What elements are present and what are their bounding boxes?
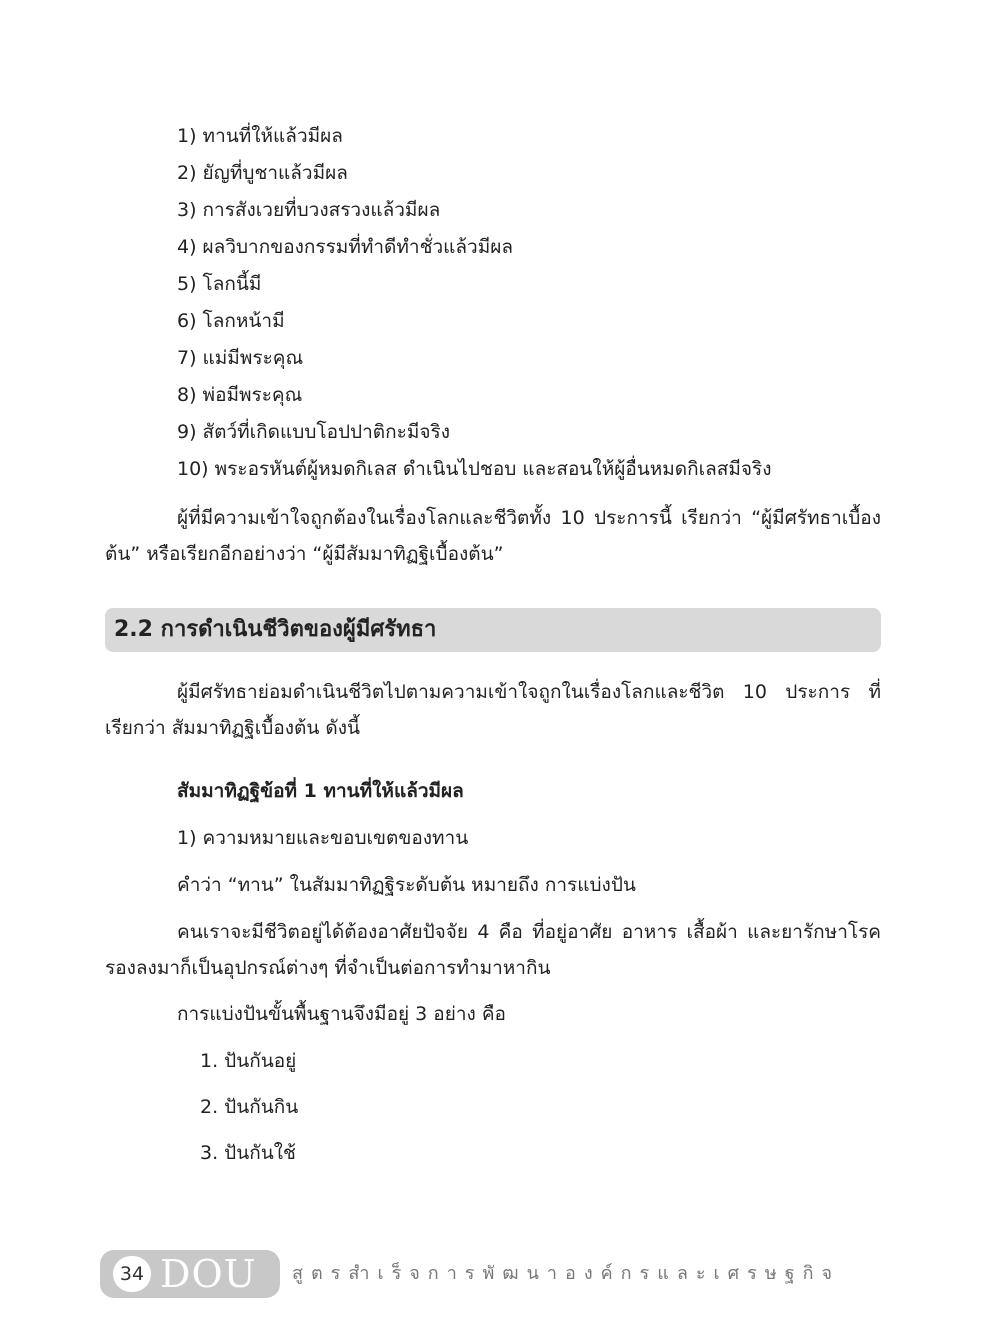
list-item: 9) สัตว์ที่เกิดแบบโอปปาติกะมีจริง xyxy=(177,421,450,443)
paragraph: ผู้ที่มีความเข้าใจถูกต้องในเรื่องโลกและชีวิตทั้ง 10 ประการนี้ เรียกว่า “ผู้มีศรัทธาเบื้องต้น” หรือเรียกอีกอย่างว่า “ผู้มีสัมมาทิฏฐิเบื้องต้น” xyxy=(105,507,881,565)
list-item: 3) การสังเวยที่บวงสรวงแล้วมีผล xyxy=(177,199,441,221)
footer-title: สูตรสำเร็จการพัฒนาองค์กรและเศรษฐกิจ xyxy=(292,1263,841,1284)
list-item: 2. ปันกันกิน xyxy=(200,1096,299,1118)
page-number: 34 xyxy=(113,1256,151,1292)
list-item: 1) ความหมายและขอบเขตของทาน xyxy=(177,827,469,849)
paragraph: การแบ่งปันขั้นพื้นฐานจึงมีอยู่ 3 อย่าง คือ xyxy=(177,1003,506,1025)
list-item: 7) แม่มีพระคุณ xyxy=(177,347,304,369)
paragraph: ผู้มีศรัทธาย่อมดำเนินชีวิตไปตามความเข้าใจถูกในเรื่องโลกและชีวิต 10 ประการ ที่เรียกว่า สัมมาทิฏฐิเบื้องต้น ดังนี้ xyxy=(105,681,881,739)
list-item: 1. ปันกันอยู่ xyxy=(200,1050,297,1072)
dou-logo: DOU xyxy=(160,1252,257,1296)
subheading: สัมมาทิฏฐิข้อที่ 1 ทานที่ให้แล้วมีผล xyxy=(177,780,464,802)
list-item: 3. ปันกันใช้ xyxy=(200,1142,296,1164)
list-item: 6) โลกหน้ามี xyxy=(177,310,285,332)
list-item: 4) ผลวิบากของกรรมที่ทำดีทำชั่วแล้วมีผล xyxy=(177,236,514,258)
section-heading: 2.2 การดำเนินชีวิตของผู้มีศรัทธา xyxy=(114,617,437,642)
list-item: 2) ยัญที่บูชาแล้วมีผล xyxy=(177,162,348,184)
list-item: 1) ทานที่ให้แล้วมีผล xyxy=(177,125,343,147)
list-item: 10) พระอรหันต์ผู้หมดกิเลส ดำเนินไปชอบ และสอนให้ผู้อื่นหมดกิเลสมีจริง xyxy=(177,458,772,480)
list-item: 8) พ่อมีพระคุณ xyxy=(177,384,303,406)
list-item: 5) โลกนี้มี xyxy=(177,273,262,295)
paragraph: คนเราจะมีชีวิตอยู่ได้ต้องอาศัยปัจจัย 4 คือ ที่อยู่อาศัย อาหาร เสื้อผ้า และยารักษาโรค รองลงมาก็เป็นอุปกรณ์ต่างๆ ที่จำเป็นต่อการทำมาหากิน xyxy=(105,921,881,979)
paragraph: คำว่า “ทาน” ในสัมมาทิฏฐิระดับต้น หมายถึง การแบ่งปัน xyxy=(177,874,636,896)
